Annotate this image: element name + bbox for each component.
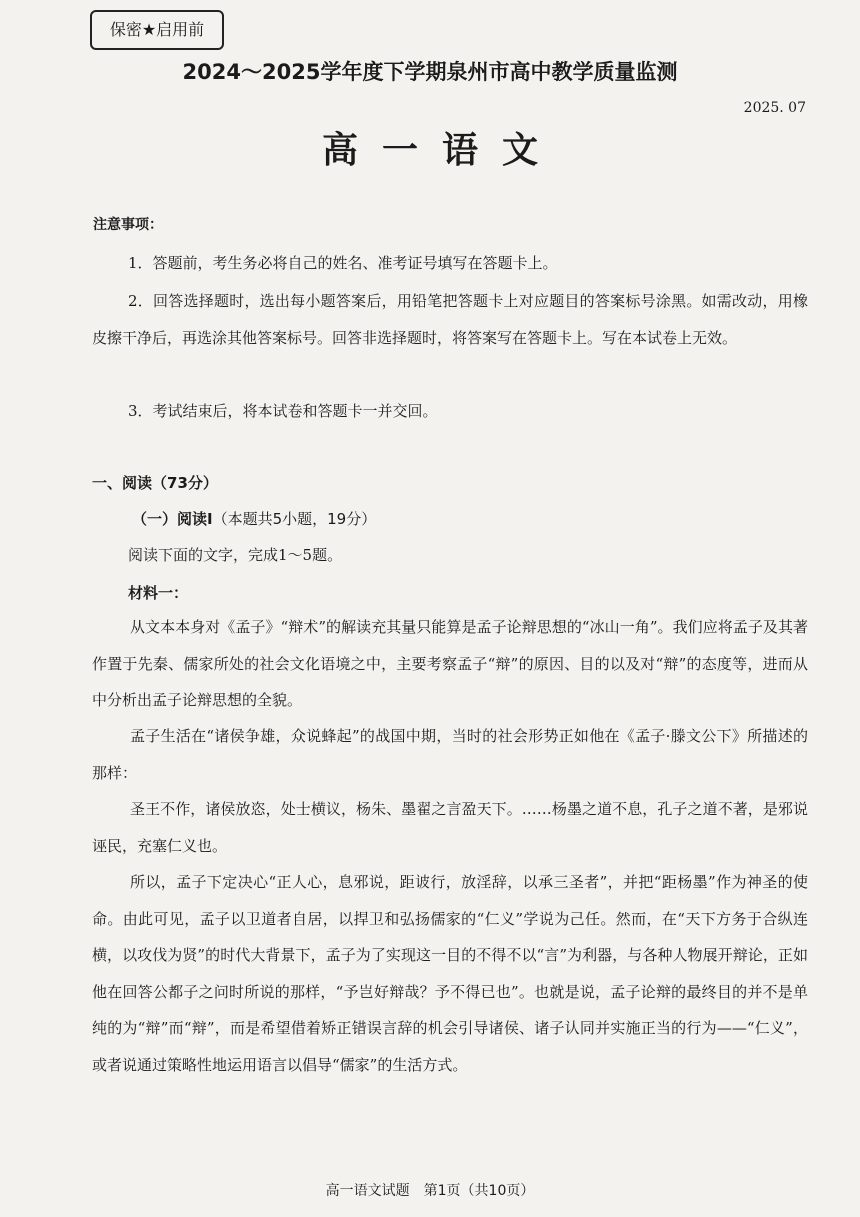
subject-title: 高一语文 xyxy=(321,130,562,171)
reading-instruction: 阅读下面的文字，完成1～5题。 xyxy=(128,546,343,564)
section-heading: 一、阅读（73分） xyxy=(92,474,218,492)
passage-paragraph-3: 所以，孟子下定决心“正人心，息邪说，距诐行，放淫辞，以承三圣者”，并把“距杨墨”作为神圣的使命。由此可见，孟子以卫道者自居，以捍卫和弘扬儒家的“仁义”学说为己任。然而，在“天下方务于合纵连横，以攻伐为贤”的时代大背景下，孟子为了实现这一目的不得不以“言”为利器，与各种人物展开辩论，正如他在回答公都子之问时所说的那样，“予岂好辩哉？予不得已也”。也就是说，孟子论辩的最终目的并不是单纯的为“辩”而“辩”，而是希望借着矫正错误言辞的机会引导诸侯、诸子认同并实施正当的行为——“仁义”，或者说通过策略性地运用语言以倡导“儒家”的生活方式。 xyxy=(92,873,808,1074)
sub-heading-label: （一）阅读Ⅰ xyxy=(132,510,213,528)
notice-item-3: 3．考试结束后，将本试卷和答题卡一并交回。 xyxy=(128,402,438,420)
passage-paragraph-2: 孟子生活在“诸侯争雄，众说蜂起”的战国中期，当时的社会形势正如他在《孟子·滕文公下》所描述的那样： xyxy=(92,727,808,782)
material-label: 材料一： xyxy=(128,584,189,602)
confidential-stamp: 保密★启用前 xyxy=(90,10,224,50)
notice-item-2: 2．回答选择题时，选出每小题答案后，用铅笔把答题卡上对应题目的答案标号涂黑。如需改动，用橡皮擦干净后，再选涂其他答案标号。回答非选择题时，将答案写在答题卡上。写在本试卷上无效。 xyxy=(92,292,808,347)
notice-heading: 注意事项： xyxy=(93,217,163,233)
exam-date: 2025. 07 xyxy=(743,100,806,116)
notice-item-1: 1．答题前，考生务必将自己的姓名、准考证号填写在答题卡上。 xyxy=(128,254,558,272)
passage-paragraph-1: 从文本本身对《孟子》“辩术”的解读充其量只能算是孟子论辩思想的“冰山一角”。我们应将孟子及其著作置于先秦、儒家所处的社会文化语境之中，主要考察孟子“辩”的原因、目的以及对“辩”的态度等，进而从中分析出孟子论辩思想的全貌。 xyxy=(92,618,808,709)
sub-heading xyxy=(132,508,376,529)
sub-heading-detail: （本题共5小题，19分） xyxy=(212,510,377,528)
page-footer: 高一语文试题 第1页（共10页） xyxy=(325,1183,535,1199)
exam-title: 2024～2025学年度下学期泉州市高中教学质量监测 xyxy=(182,60,678,84)
passage-quote: 圣王不作，诸侯放恣，处士横议，杨朱、墨翟之言盈天下。……杨墨之道不息，孔子之道不著，是邪说诬民，充塞仁义也。 xyxy=(92,800,808,855)
